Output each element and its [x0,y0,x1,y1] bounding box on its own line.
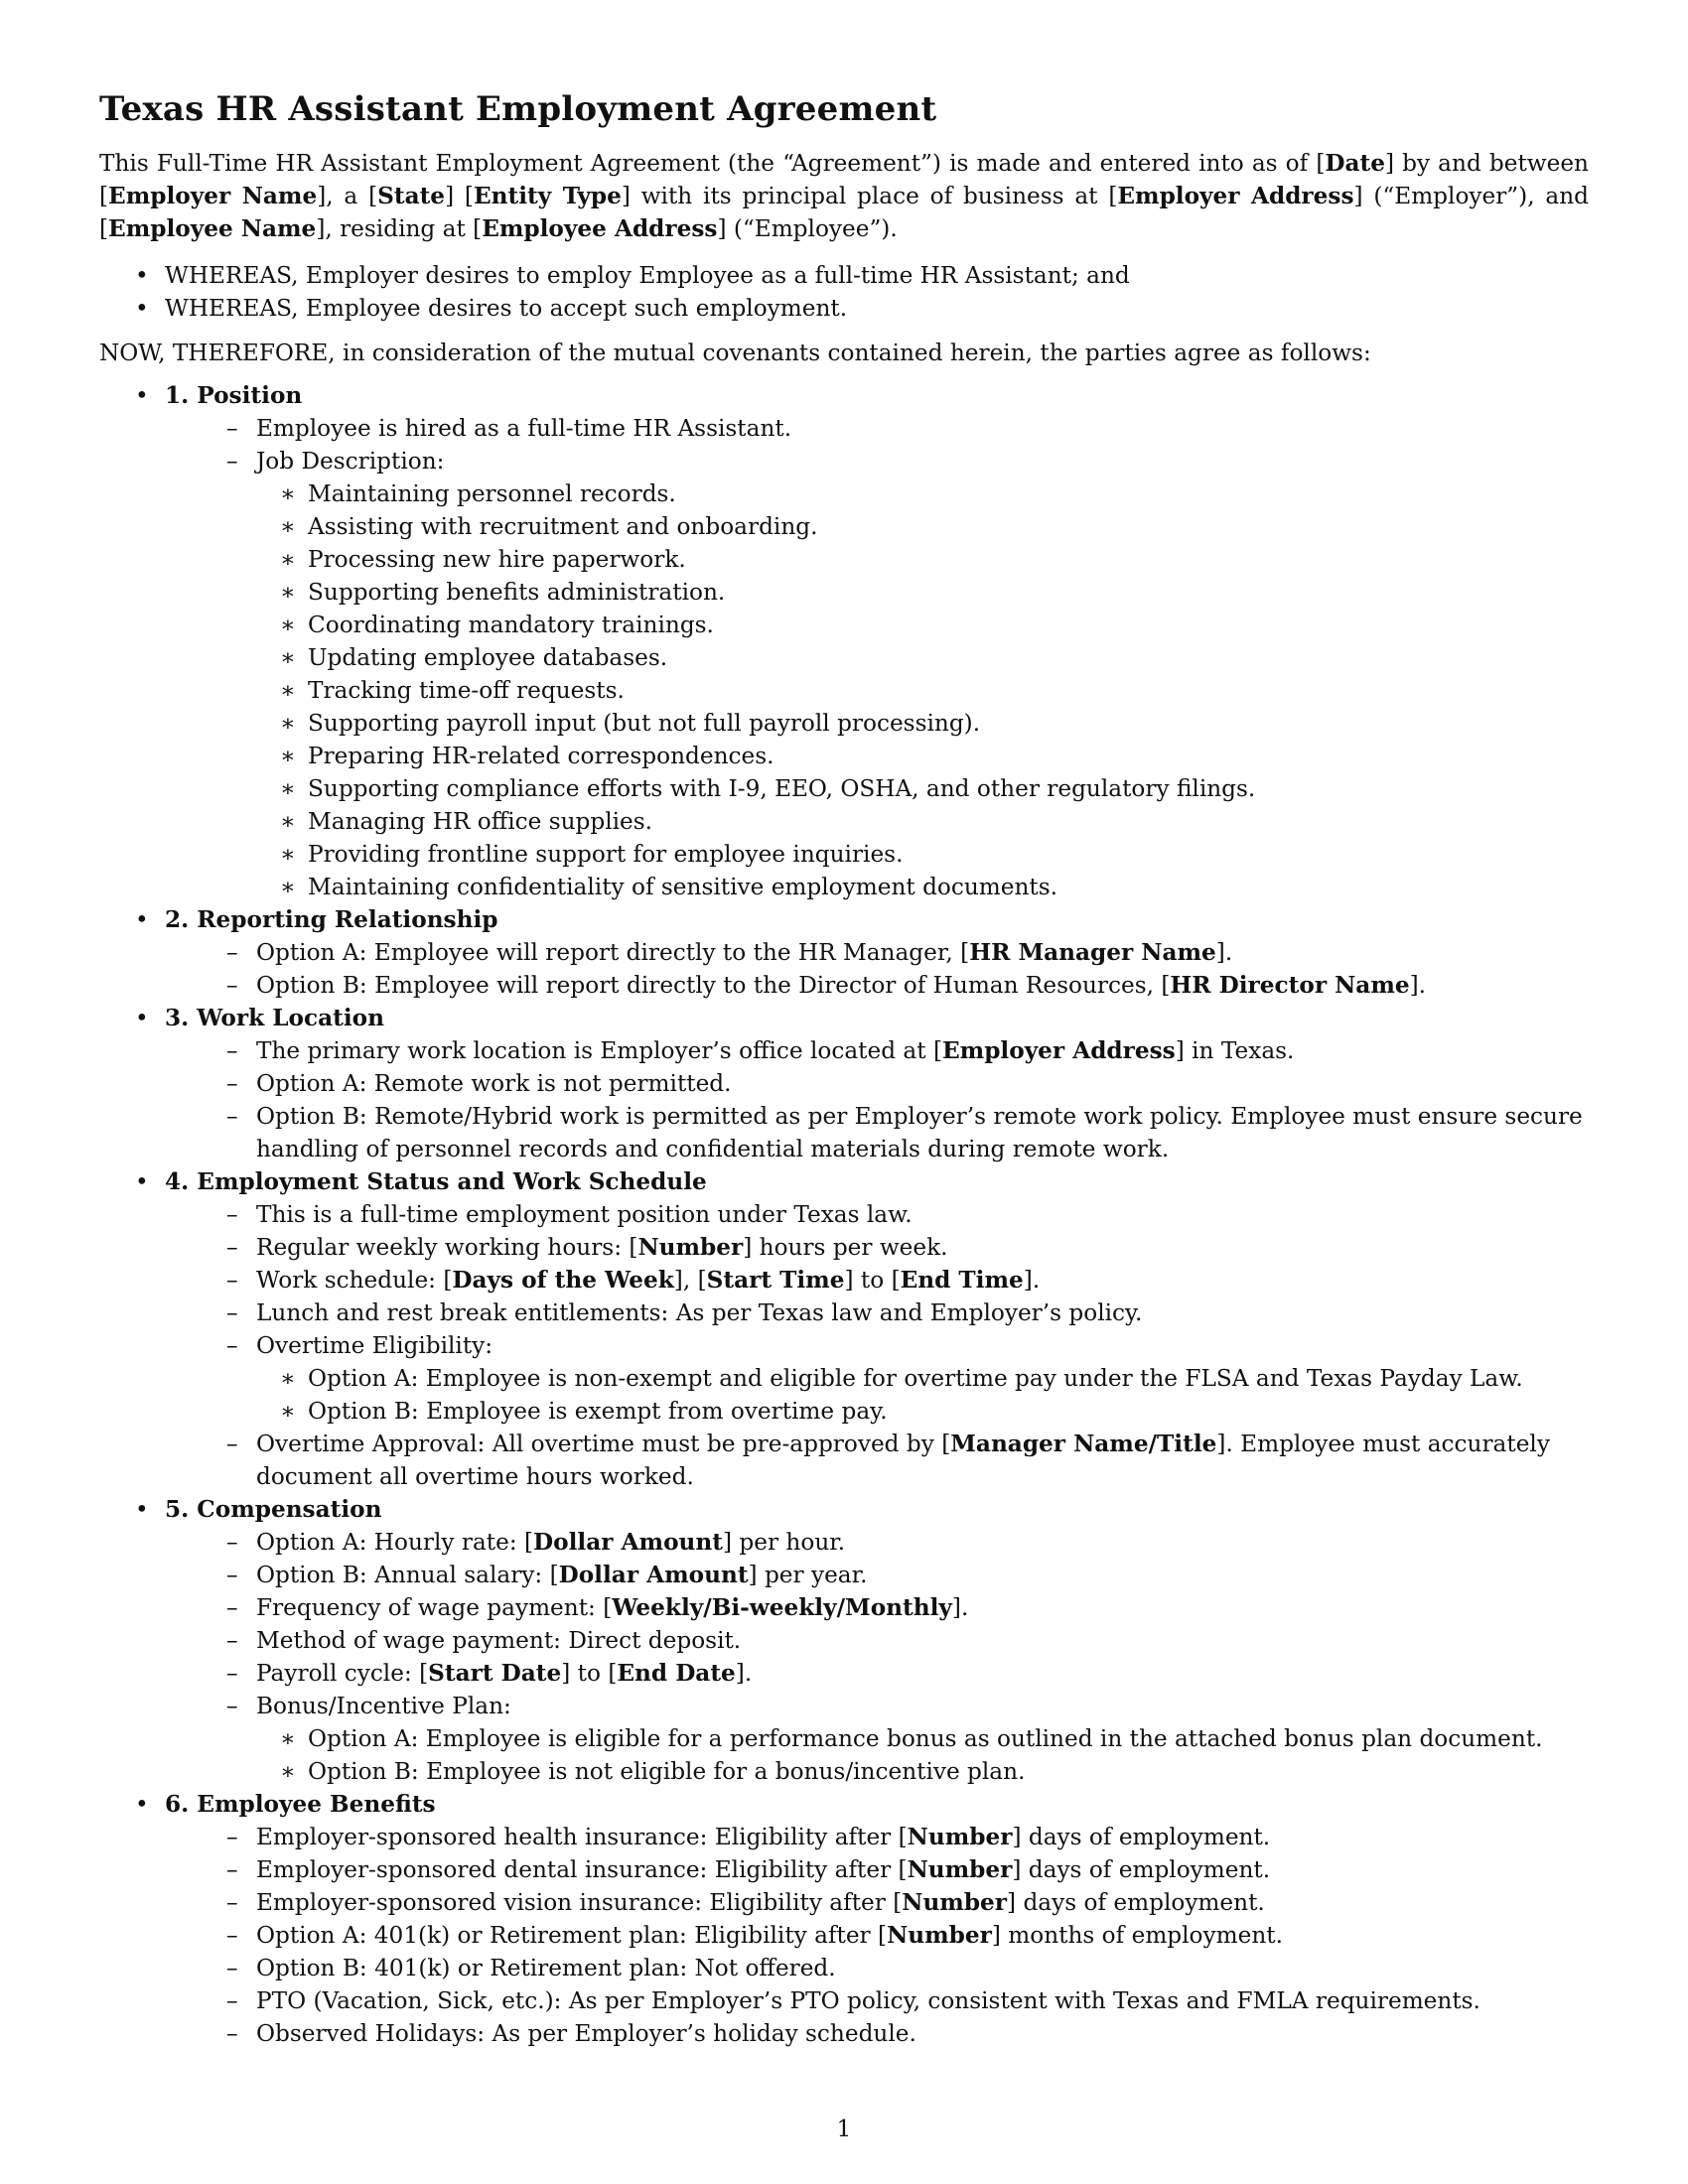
text-run: Lunch and rest break entitlements: As per Texas law and Employer’s policy. [256,1299,1143,1326]
nested-items [278,1722,1589,1788]
text-run: (“Employer”), and [1362,183,1589,209]
subitem-text [256,1987,1480,2014]
section-subitem [226,1559,1589,1591]
text-run: days of employment. [1021,1824,1271,1850]
section-items [226,1821,1589,2050]
nested-item-text: Managing HR office supplies. [308,808,653,835]
section-subitem [226,1067,1589,1100]
subitem-text [256,2020,916,2047]
text-run: , [682,1267,698,1294]
text-run: Overtime Eligibility: [256,1332,493,1359]
text-run: Payroll cycle: [256,1660,420,1687]
nested-item [278,543,1589,576]
dash-bullet-icon: – [226,939,238,966]
section-items [226,936,1589,1002]
text-run: . [744,1660,753,1687]
placeholder-field: Entity Type [473,183,622,209]
subitem-text [256,415,791,442]
text-run: days of employment. [1021,1856,1271,1883]
text-run: . [1224,939,1233,966]
dash-bullet-icon: – [226,1856,238,1883]
now-therefore-paragraph: NOW, THEREFORE, in consideration of the mutual covenants contained herein, the parties agree as follows: [99,340,1371,366]
text-run: to [570,1660,609,1687]
nested-item [278,772,1589,805]
whereas-text: WHEREAS, Employer desires to employ Employee as a full-time HR Assistant; and [165,262,1130,289]
text-run: Job Description: [256,448,445,475]
nested-item [278,1755,1589,1788]
dash-bullet-icon: – [226,1627,238,1654]
text-run: Observed Holidays: As per Employer’s holiday schedule. [256,2020,916,2047]
section-subitem [226,969,1589,1002]
text-run: days of employment. [1016,1889,1265,1916]
whereas-item [99,259,1589,292]
section-item [99,1493,1589,1788]
text-run: Employee is hired as a full-time HR Assistant. [256,415,792,442]
subitem-text: Regular weekly working hours: [Number] hours per week. [256,1234,948,1261]
placeholder-field: Start Date [428,1660,562,1687]
bullet-icon: • [135,382,149,409]
section-heading: 5. Compensation [165,1496,382,1523]
asterisk-bullet-icon: ∗ [280,579,296,606]
section-subitem [226,1297,1589,1329]
bullet-icon: • [135,1496,149,1523]
placeholder-field: Number [907,1856,1013,1883]
nested-item [278,838,1589,871]
text-run: Employer-sponsored dental insurance: Eligibility after [256,1856,899,1883]
subitem-text: Employer-sponsored dental insurance: Eligibility after [Number] days of employment. [256,1856,1271,1883]
placeholder-field: Number [887,1922,992,1949]
text-run: The primary work location is Employer’s office located at [256,1037,933,1064]
section-items [226,412,1589,903]
nested-item-text: Processing new hire paperwork. [308,546,686,573]
placeholder-field: Dollar Amount [558,1562,749,1588]
text-run: months of employment. [1000,1922,1283,1949]
placeholder-field: Employer Name [108,183,318,209]
bullet-icon: • [135,1005,149,1031]
section-subitem [226,1231,1589,1264]
dash-bullet-icon: – [226,1693,238,1719]
subitem-text [256,448,444,475]
placeholder-field: End Time [900,1267,1024,1294]
dash-bullet-icon: – [226,1922,238,1949]
bullet-icon: • [135,1791,149,1818]
placeholder-field: Employee Address [482,215,718,242]
bullet-icon: • [135,906,149,933]
placeholder-field: Start Time [706,1267,845,1294]
subitem-text [256,1332,492,1359]
subitem-text: Option A: Hourly rate: [Dollar Amount] per hour. [256,1529,846,1556]
placeholder-field: Manager Name/Title [950,1431,1217,1457]
asterisk-bullet-icon: ∗ [280,710,296,737]
subitem-text: Option A: Employee will report directly to the HR Manager, [HR Manager Name]. [256,939,1233,966]
section-heading: 1. Position [165,382,303,409]
text-run: (“Employee”). [726,215,898,242]
subitem-text: Work schedule: [Days of the Week], [Start Time] to [End Time]. [256,1267,1041,1294]
section-items [226,1526,1589,1788]
nested-item [278,478,1589,510]
placeholder-field: Employer Address [942,1037,1176,1064]
subitem-text: The primary work location is Employer’s office located at [Employer Address] in Texas. [256,1037,1295,1064]
text-run: by and between [1394,150,1589,177]
nested-item-text: Assisting with recruitment and onboarding. [308,513,818,540]
nested-item-text: Maintaining personnel records. [308,480,676,507]
nested-item-text: Option B: Employee is not eligible for a bonus/incentive plan. [308,1758,1026,1785]
section-subitem [226,412,1589,445]
placeholder-field: Number [637,1234,744,1261]
dash-bullet-icon: – [226,1529,238,1556]
section-item [99,1788,1589,2050]
text-run: Option A: 401(k) or Retirement plan: Eligibility after [256,1922,879,1949]
bullet-icon: • [135,262,149,289]
section-subitem [226,936,1589,969]
asterisk-bullet-icon: ∗ [280,513,296,540]
asterisk-bullet-icon: ∗ [280,612,296,638]
asterisk-bullet-icon: ∗ [280,874,296,900]
document-title: Texas HR Assistant Employment Agreement [99,89,937,129]
text-run: Option B: Employee will report directly to the Director of Human Resources, [256,972,1162,999]
text-run: This is a full-time employment position under Texas law. [256,1201,913,1228]
placeholder-field: State [377,183,446,209]
section-subitem [226,445,1589,903]
subitem-text [256,1201,913,1228]
asterisk-bullet-icon: ∗ [280,1365,296,1392]
section-subitem [226,1428,1589,1493]
text-run: Option B: 401(k) or Retirement plan: Not offered. [256,1955,836,1981]
asterisk-bullet-icon: ∗ [280,677,296,704]
text-run [454,183,465,209]
text-run: , a [326,183,369,209]
dash-bullet-icon: – [226,1987,238,2014]
section-heading: 2. Reporting Relationship [165,906,498,933]
section-subitem [226,1952,1589,1984]
section-subitem [226,1624,1589,1657]
nested-item [278,641,1589,674]
dash-bullet-icon: – [226,1103,238,1130]
bullet-icon: • [135,1168,149,1195]
nested-item [278,805,1589,838]
nested-item [278,707,1589,740]
text-run: This Full-Time HR Assistant Employment Agreement (the “Agreement”) is made and entered into as of [99,150,1317,177]
text-run: Employer-sponsored vision insurance: Eligibility after [256,1889,894,1916]
text-run: . [1418,972,1427,999]
placeholder-field: HR Manager Name [969,939,1216,966]
nested-item [278,1722,1589,1755]
subitem-text: Frequency of wage payment: [Weekly/Bi-weekly/Monthly]. [256,1594,969,1621]
text-run: per year. [757,1562,868,1588]
page-number: 1 [836,2116,852,2142]
text-run: Option A: Hourly rate: [256,1529,524,1556]
nested-item-text: Supporting benefits administration. [308,579,726,606]
placeholder-field: End Date [617,1660,736,1687]
text-run: Option A: Remote work is not permitted. [256,1070,732,1097]
subitem-text: Employer-sponsored health insurance: Eligibility after [Number] days of employment. [256,1824,1271,1850]
bullet-icon: • [135,295,149,322]
asterisk-bullet-icon: ∗ [280,1398,296,1425]
nested-item-text: Maintaining confidentiality of sensitive employment documents. [308,874,1058,900]
text-run: per hour. [732,1529,846,1556]
subitem-text: Option B: Annual salary: [Dollar Amount] per year. [256,1562,868,1588]
section-item [99,379,1589,903]
subitem-text [256,1693,511,1719]
subitem-text: Payroll cycle: [Start Date] to [End Date]. [256,1660,753,1687]
text-run: PTO (Vacation, Sick, etc.): As per Employer’s PTO policy, consistent with Texas and FMLA requirements. [256,1987,1480,2014]
nested-item-text: Supporting compliance efforts with I-9, EEO, OSHA, and other regulatory filings. [308,775,1256,802]
subitem-text: Option B: Employee will report directly to the Director of Human Resources, [HR Director Name]. [256,972,1427,999]
dash-bullet-icon: – [226,1332,238,1359]
placeholder-field: HR Director Name [1170,972,1410,999]
section-subitem [226,1984,1589,2017]
subitem-text: Overtime Approval: All overtime must be pre-approved by [Manager Name/Title]. Employee must accurately document all overtime hours worked. [256,1431,1550,1490]
dash-bullet-icon: – [226,1824,238,1850]
nested-item-text: Tracking time-off requests. [308,677,625,704]
nested-items [278,1362,1589,1428]
section-heading: 3. Work Location [165,1005,385,1031]
subitem-text [256,1955,836,1981]
dash-bullet-icon: – [226,1955,238,1981]
text-run: Regular weekly working hours: [256,1234,630,1261]
text-run: in Texas. [1184,1037,1295,1064]
asterisk-bullet-icon: ∗ [280,841,296,868]
asterisk-bullet-icon: ∗ [280,808,296,835]
placeholder-field: Dollar Amount [533,1529,723,1556]
nested-item [278,510,1589,543]
nested-item [278,609,1589,641]
asterisk-bullet-icon: ∗ [280,775,296,802]
placeholder-field: Weekly/Bi-weekly/Monthly [612,1594,952,1621]
text-run: . [960,1594,969,1621]
nested-item-text: Updating employee databases. [308,644,668,671]
subitem-text [256,1627,741,1654]
text-run: Method of wage payment: Direct deposit. [256,1627,742,1654]
document-page [99,87,1589,2050]
nested-item [278,1395,1589,1428]
text-run: hours per week. [752,1234,948,1261]
intro-paragraph: This Full-Time HR Assistant Employment Agreement (the “Agreement”) is made and entered into as of [Date] by and between [Employer Name], a [State] [Entity Type] with its principal place of business at [Employer Address] (“Employer”), and [Employee Name], residing at [Employee Address] (“Employee”). [99,150,1589,242]
text-run: with its principal place of business at [630,183,1109,209]
section-item [99,1002,1589,1165]
placeholder-field: Number [902,1889,1008,1916]
dash-bullet-icon: – [226,972,238,999]
text-run: . Employee must accurately document all overtime hours worked. [256,1431,1550,1490]
placeholder-field: Days of the Week [452,1267,674,1294]
text-run: to [853,1267,892,1294]
nested-item-text: Option A: Employee is eligible for a performance bonus as outlined in the attached bonus plan document. [308,1725,1543,1752]
whereas-item [99,292,1589,325]
section-items [226,1034,1589,1165]
placeholder-field: Number [907,1824,1013,1850]
dash-bullet-icon: – [226,2020,238,2047]
text-run: , residing at [325,215,474,242]
nested-item [278,1362,1589,1395]
text-run: Bonus/Incentive Plan: [256,1693,511,1719]
asterisk-bullet-icon: ∗ [280,644,296,671]
text-run: Frequency of wage payment: [256,1594,604,1621]
asterisk-bullet-icon: ∗ [280,546,296,573]
section-subitem [226,1329,1589,1428]
nested-item-text: Coordinating mandatory trainings. [308,612,714,638]
placeholder-field: Date [1325,150,1385,177]
dash-bullet-icon: – [226,1070,238,1097]
nested-item [278,576,1589,609]
section-subitem [226,1034,1589,1067]
subitem-text: Option A: 401(k) or Retirement plan: Eligibility after [Number] months of employment. [256,1922,1283,1949]
asterisk-bullet-icon: ∗ [280,743,296,769]
subitem-text [256,1103,1583,1162]
dash-bullet-icon: – [226,1234,238,1261]
text-run: . [1032,1267,1041,1294]
dash-bullet-icon: – [226,1562,238,1588]
section-subitem [226,1264,1589,1297]
asterisk-bullet-icon: ∗ [280,1725,296,1752]
section-subitem [226,1886,1589,1919]
dash-bullet-icon: – [226,1299,238,1326]
nested-item-text: Option A: Employee is non-exempt and eligible for overtime pay under the FLSA and Texas Payday Law. [308,1365,1523,1392]
dash-bullet-icon: – [226,415,238,442]
dash-bullet-icon: – [226,1660,238,1687]
text-run: Employer-sponsored health insurance: Eligibility after [256,1824,899,1850]
text-run: Overtime Approval: All overtime must be pre-approved by [256,1431,942,1457]
whereas-list [99,259,1589,325]
section-item [99,903,1589,1002]
asterisk-bullet-icon: ∗ [280,480,296,507]
section-subitem [226,1526,1589,1559]
subitem-text [256,1299,1142,1326]
text-run: Work schedule: [256,1267,444,1294]
section-item [99,1165,1589,1493]
nested-item-text: Supporting payroll input (but not full payroll processing). [308,710,981,737]
subitem-text [256,1070,732,1097]
section-subitem [226,1198,1589,1231]
dash-bullet-icon: – [226,1037,238,1064]
nested-item [278,871,1589,903]
placeholder-field: Employee Name [108,215,317,242]
nested-item-text: Providing frontline support for employee inquiries. [308,841,904,868]
text-run: Option B: Remote/Hybrid work is permitted as per Employer’s remote work policy. Employee must ensure secure handling of personnel records and confidential materials during remote work. [256,1103,1583,1162]
section-heading: 6. Employee Benefits [165,1791,436,1818]
asterisk-bullet-icon: ∗ [280,1758,296,1785]
dash-bullet-icon: – [226,1431,238,1457]
section-items [226,1198,1589,1493]
dash-bullet-icon: – [226,448,238,475]
subitem-text: Employer-sponsored vision insurance: Eligibility after [Number] days of employment. [256,1889,1265,1916]
section-subitem [226,1657,1589,1690]
section-heading: 4. Employment Status and Work Schedule [165,1168,707,1195]
section-subitem [226,1690,1589,1788]
text-run: Option A: Employee will report directly to the HR Manager, [256,939,961,966]
section-subitem [226,1919,1589,1952]
dash-bullet-icon: – [226,1594,238,1621]
sections-list [99,379,1589,2050]
section-subitem [226,1821,1589,1853]
nested-item [278,674,1589,707]
section-subitem [226,2017,1589,2050]
text-run: Option B: Annual salary: [256,1562,550,1588]
nested-item [278,740,1589,772]
whereas-text: WHEREAS, Employee desires to accept such employment. [165,295,848,322]
dash-bullet-icon: – [226,1889,238,1916]
dash-bullet-icon: – [226,1201,238,1228]
section-subitem [226,1853,1589,1886]
nested-item-text: Option B: Employee is exempt from overtime pay. [308,1398,888,1425]
section-subitem [226,1591,1589,1624]
section-subitem [226,1100,1589,1165]
nested-item-text: Preparing HR-related correspondences. [308,743,774,769]
dash-bullet-icon: – [226,1267,238,1294]
placeholder-field: Employer Address [1117,183,1354,209]
nested-items [278,478,1589,903]
